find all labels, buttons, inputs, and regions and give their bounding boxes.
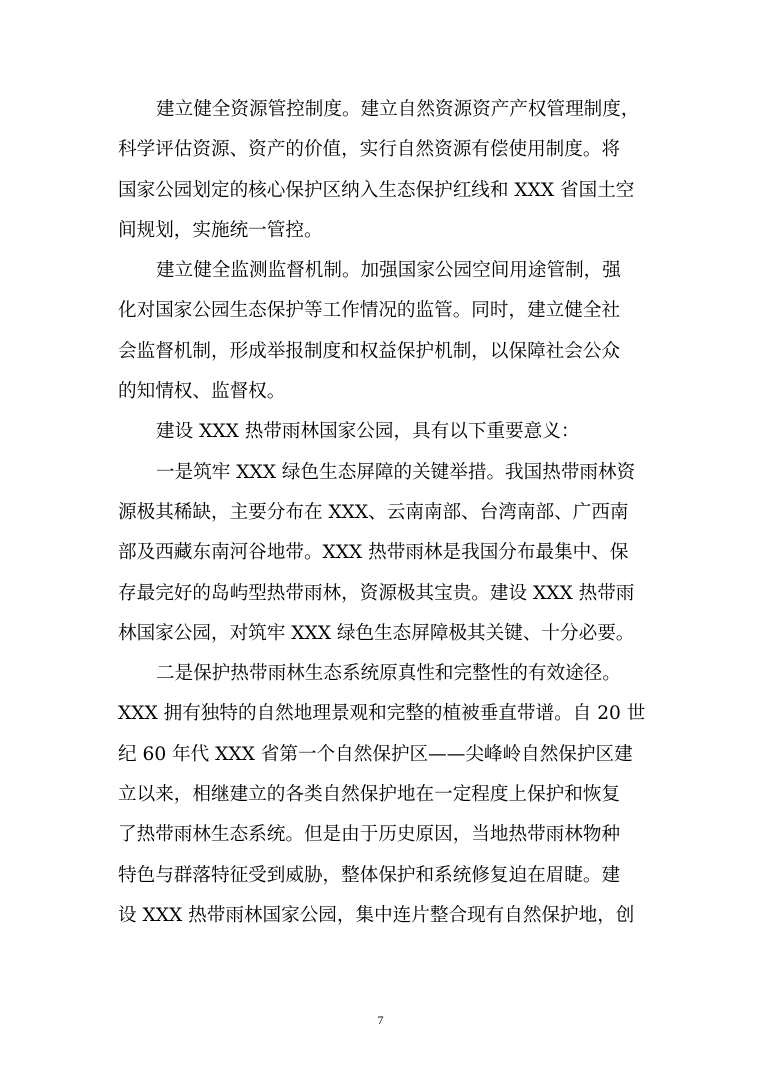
text-line: 科学评估资源、资产的价值，实行自然资源有偿使用制度。将 bbox=[118, 139, 621, 161]
text-line: 设 XXX 热带雨林国家公园，集中连片整合现有自然保护地，创 bbox=[118, 904, 635, 926]
text-line: 一是筑牢 XXX 绿色生态屏障的关键举措。我国热带雨林资 bbox=[156, 461, 636, 483]
text-line: 间规划，实施统一管控。 bbox=[118, 219, 323, 241]
text-line: 纪 60 年代 XXX 省第一个自然保护区——尖峰岭自然保护区建 bbox=[118, 743, 633, 765]
text-line: 的知情权、监督权。 bbox=[118, 381, 286, 403]
text-line: 立以来，相继建立的各类自然保护地在一定程度上保护和恢复 bbox=[118, 784, 621, 806]
text-line: 建设 XXX 热带雨林国家公园，具有以下重要意义： bbox=[156, 421, 580, 443]
document-body bbox=[118, 90, 646, 936]
text-line: 林国家公园，对筑牢 XXX 绿色生态屏障极其关键、十分必要。 bbox=[118, 622, 635, 644]
paragraph-resource-control bbox=[118, 90, 638, 251]
text-line: 了热带雨林生态系统。但是由于历史原因，当地热带雨林物种 bbox=[118, 824, 621, 846]
text-line: 会监督机制，形成举报制度和权益保护机制，以保障社会公众 bbox=[118, 340, 621, 362]
text-line: 建立健全资源管控制度。建立自然资源资产产权管理制度， bbox=[156, 99, 640, 120]
paragraph-significance-intro bbox=[118, 412, 638, 452]
text-line: 存最完好的岛屿型热带雨林，资源极其宝贵。建设 XXX 热带雨 bbox=[118, 582, 635, 604]
page-number: 7 bbox=[377, 1013, 384, 1027]
text-line: 二是保护热带雨林生态系统原真性和完整性的有效途径。 bbox=[156, 663, 621, 685]
text-line: 化对国家公园生态保护等工作情况的监管。同时，建立健全社 bbox=[118, 300, 621, 322]
text-line: 建立健全监测监督机制。加强国家公园空间用途管制，强 bbox=[156, 260, 621, 282]
text-line: 部及西藏东南河谷地带。XXX 热带雨林是我国分布最集中、保 bbox=[118, 542, 629, 564]
text-line: 源极其稀缺，主要分布在 XXX、云南南部、台湾南部、广西南 bbox=[118, 501, 629, 523]
text-line: 国家公园划定的核心保护区纳入生态保护红线和 XXX 省国土空 bbox=[118, 179, 635, 201]
paragraph-ecological-barrier bbox=[118, 453, 638, 654]
text-line: XXX 拥有独特的自然地理景观和完整的植被垂直带谱。自 20 世 bbox=[118, 703, 646, 725]
paragraph-monitoring-supervision bbox=[118, 251, 638, 412]
paragraph-ecosystem-protection bbox=[118, 654, 646, 936]
text-line: 特色与群落特征受到威胁，整体保护和系统修复迫在眉睫。建 bbox=[118, 864, 621, 886]
